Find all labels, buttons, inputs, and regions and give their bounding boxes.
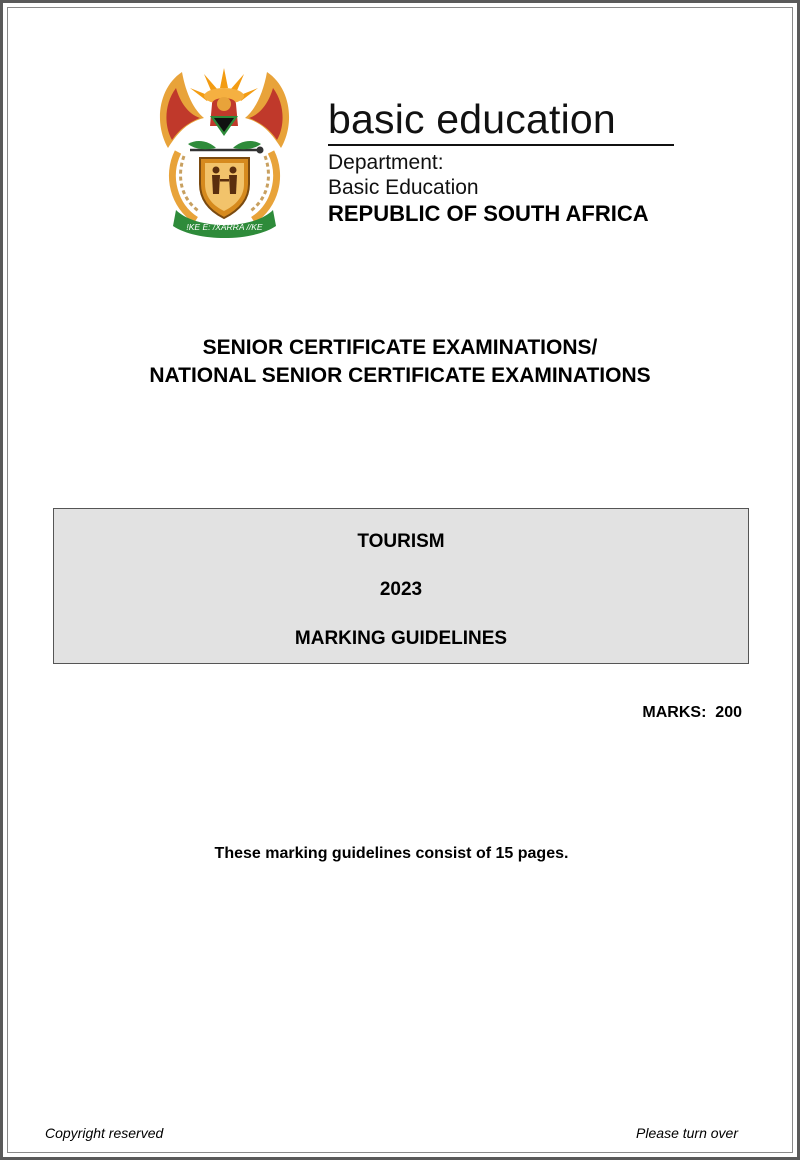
exam-title <box>0 334 800 390</box>
department-name: Basic Education <box>328 176 479 199</box>
coat-of-arms-motto: !KE E: /XARRA //KE <box>186 222 263 232</box>
subject-box <box>53 508 749 664</box>
exam-year: 2023 <box>379 579 423 600</box>
footer-turn-over: Please turn over <box>636 1125 738 1141</box>
document-type: MARKING GUIDELINES <box>294 628 508 649</box>
country-name: REPUBLIC OF SOUTH AFRICA <box>328 201 649 226</box>
subject-name: TOURISM <box>357 531 445 552</box>
exam-title-line-2: NATIONAL SENIOR CERTIFICATE EXAMINATIONS <box>149 364 651 387</box>
coat-of-arms-icon <box>152 60 297 240</box>
page-count-note: These marking guidelines consist of 15 pages. <box>214 845 569 862</box>
exam-title-line-1: SENIOR CERTIFICATE EXAMINATIONS/ <box>202 336 598 359</box>
department-wordmark: basic education <box>328 96 674 146</box>
footer-copyright: Copyright reserved <box>45 1125 164 1141</box>
department-identity <box>328 96 674 228</box>
total-marks: MARKS: 200 <box>642 704 742 721</box>
department-label: Department: <box>328 151 444 174</box>
